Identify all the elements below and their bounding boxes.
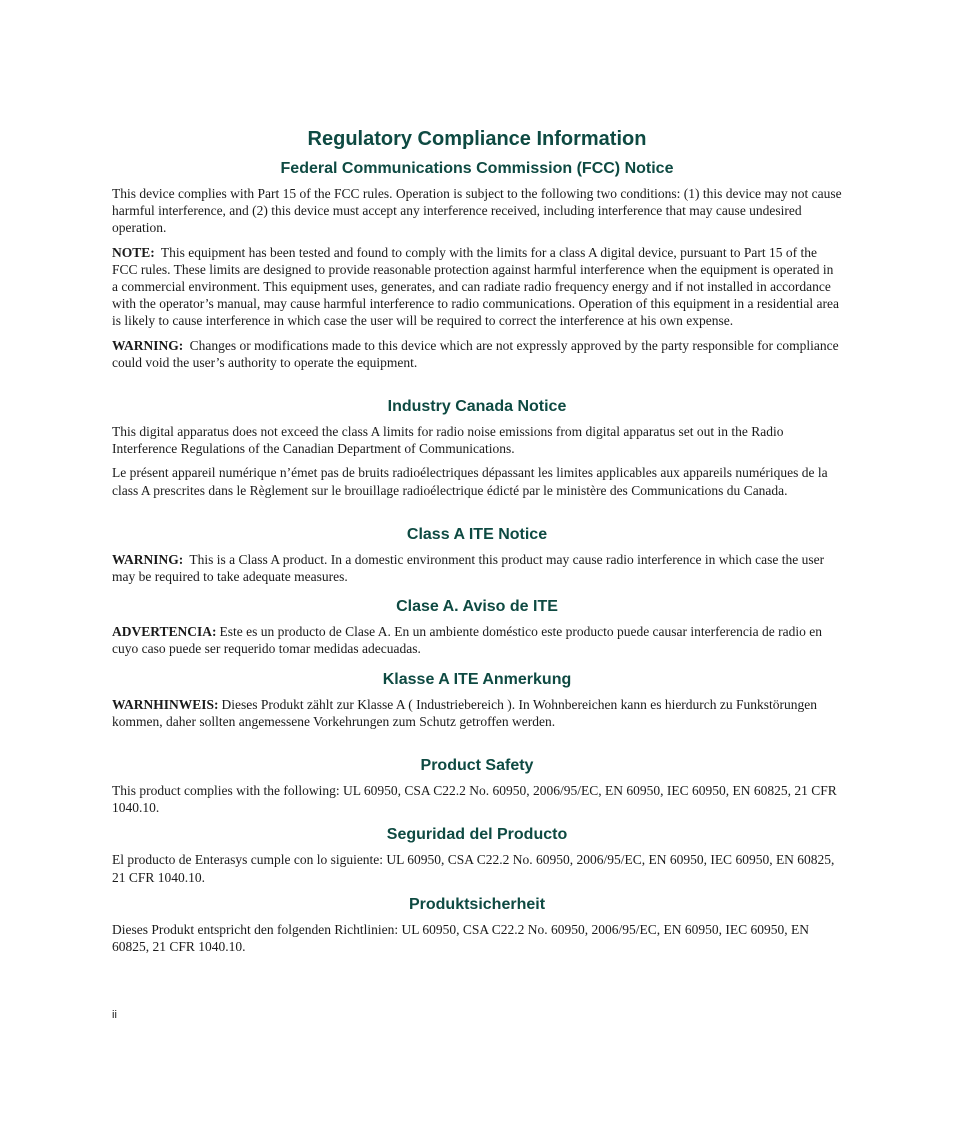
document-page <box>112 126 842 962</box>
page-number: ii <box>112 1009 117 1021</box>
class-a-es-label: ADVERTENCIA: <box>112 624 217 640</box>
canada-french: Le présent appareil numérique n’émet pas de bruits radioélectriques dépassant les limites applicables aux appareils numériques de la class A prescrites dans le Règlement sur le brouillage radioélectrique édicté par le ministère des Communications du Canada. <box>112 465 828 498</box>
fcc-warning <box>112 337 842 371</box>
class-a-de-heading: Klasse A ITE Anmerkung <box>382 670 572 688</box>
safety-heading: Product Safety <box>420 757 534 775</box>
canada-english: This digital apparatus does not exceed the class A limits for radio noise emissions from digital apparatus set out in the Radio Interference Regulations of the Canadian Department of Communications. <box>112 424 784 457</box>
class-a-es-text <box>112 623 842 657</box>
canada-heading: Industry Canada Notice <box>387 398 567 416</box>
fcc-warning-text: Changes or modifications made to this device which are not expressly approved by the party responsible for compliance could void the user’s authority to operate the equipment. <box>112 337 839 370</box>
fcc-heading: Federal Communications Commission (FCC) Notice <box>280 160 674 177</box>
safety-es-heading: Seguridad del Producto <box>386 826 568 844</box>
class-a-es-heading: Clase A. Aviso de ITE <box>396 598 558 616</box>
page-title: Regulatory Compliance Information <box>307 128 647 150</box>
fcc-warning-label: WARNING: <box>112 337 184 353</box>
class-a-de-body: Dieses Produkt zählt zur Klasse A ( Industriebereich ). In Wohnbereichen kann es hierdurch zu Funkstörungen kommen, daher sollten angemessene Vorkehrungen zum Schutz getroffen werden. <box>112 696 818 729</box>
class-a-de-text <box>112 696 842 730</box>
safety-text: This product complies with the following: UL 60950, CSA C22.2 No. 60950, 2006/95/EC, EN 60950, IEC 60950, EN 60825, 21 CFR 1040.10. <box>112 783 837 816</box>
fcc-note <box>112 244 842 330</box>
safety-es-text: El producto de Enterasys cumple con lo siguiente: UL 60950, CSA C22.2 No. 60950, 2006/95/EC, EN 60950, IEC 60950, EN 60825, 21 CFR 1040.10. <box>112 852 835 885</box>
class-a-de-label: WARNHINWEIS: <box>112 696 219 712</box>
class-a-es-body: Este es un producto de Clase A. En un ambiente doméstico este producto puede causar interferencia de radio en cuyo caso puede ser requerido tomar medidas adecuadas. <box>112 624 822 657</box>
fcc-intro: This device complies with Part 15 of the FCC rules. Operation is subject to the following two conditions: (1) this device may not cause harmful interference, and (2) this device must accept any interference received, including interference that may cause undesired operation. <box>112 186 842 236</box>
class-a-heading: Class A ITE Notice <box>406 525 548 543</box>
fcc-note-text: This equipment has been tested and found to comply with the limits for a class A digital device, pursuant to Part 15 of the FCC rules. These limits are designed to provide reasonable protection against harmful interference when the equipment is operated in a commercial environment. This equipment uses, generates, and can radiate radio frequency energy and if not installed in accordance with the operator’s manual, may cause harmful interference to radio communications. Operation of this equipment in a residential area is likely to cause interference in which case the user will be required to correct the interference at his own expense. <box>112 244 839 329</box>
fcc-note-label: NOTE: <box>112 244 155 260</box>
class-a-warning-label: WARNING: <box>112 551 184 567</box>
safety-de-text: Dieses Produkt entspricht den folgenden Richtlinien: UL 60950, CSA C22.2 No. 60950, 2006/95/EC, EN 60950, IEC 60950, EN 60825, 21 CFR 1040.10. <box>112 921 809 955</box>
safety-de-heading: Produktsicherheit <box>408 895 546 913</box>
class-a-warning-text: This is a Class A product. In a domestic environment this product may cause radio interference in which case the user may be required to take adequate measures. <box>112 551 825 585</box>
class-a-warning <box>112 551 842 585</box>
